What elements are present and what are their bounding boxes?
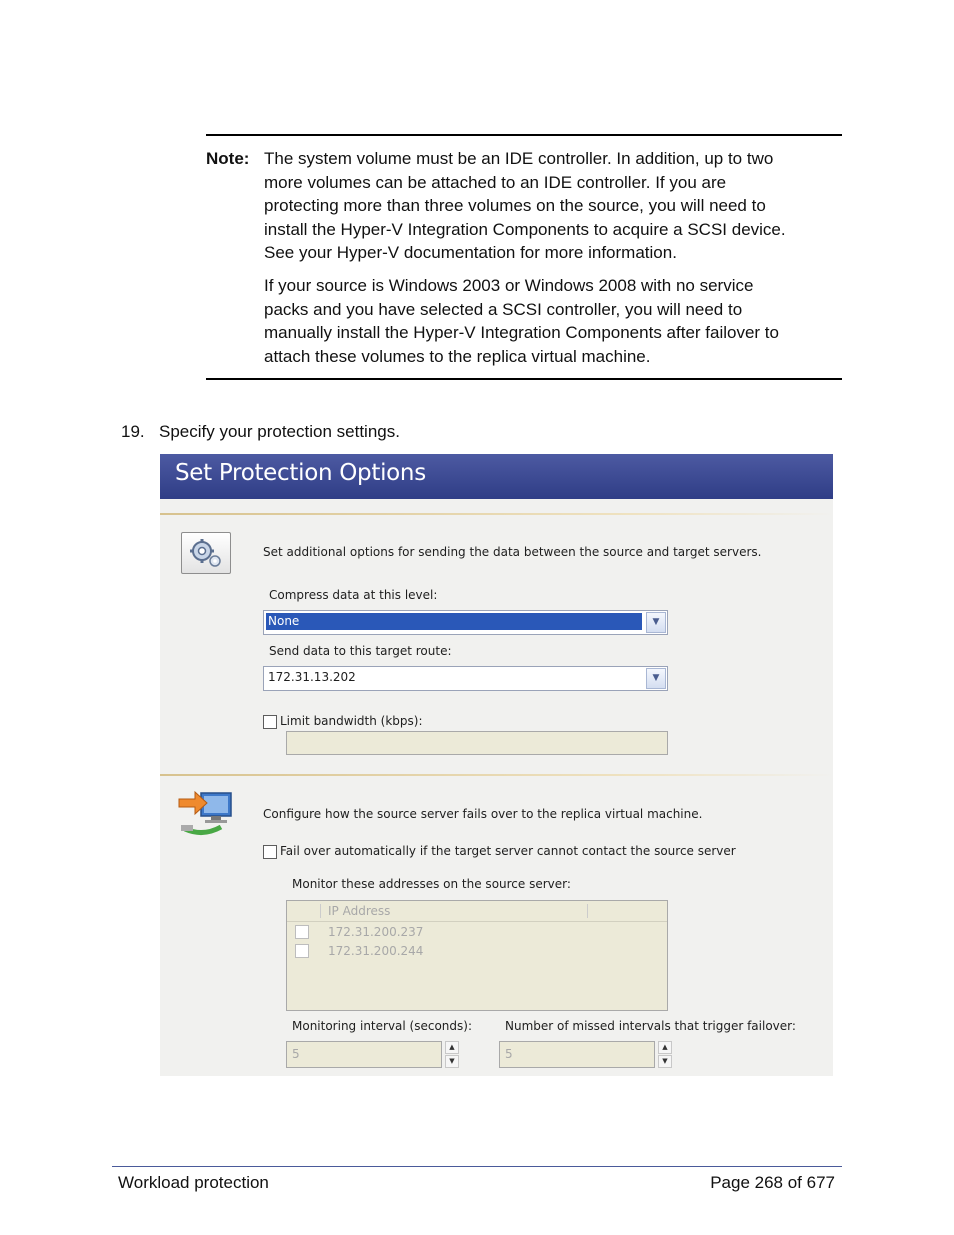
target-route-dropdown[interactable]	[263, 666, 668, 691]
footer-page-number: Page 268 of 677	[710, 1173, 835, 1192]
ip-address-column-header: IP Address	[328, 904, 391, 918]
note-line: The system volume must be an IDE controller. In addition, up to two	[264, 149, 774, 168]
dialog-header	[160, 454, 833, 499]
section-divider	[160, 774, 833, 776]
failover-network-icon	[177, 787, 237, 842]
missed-intervals-label: Number of missed intervals that trigger failover:	[505, 1019, 796, 1033]
limit-bandwidth-checkbox[interactable]	[263, 715, 277, 729]
note-top-rule	[206, 134, 842, 136]
address-value: 172.31.200.237	[328, 925, 424, 939]
protection-options-screenshot	[160, 454, 833, 1076]
column-divider	[587, 904, 588, 918]
monitoring-interval-value: 5	[292, 1047, 300, 1061]
dialog-title: Set Protection Options	[175, 460, 426, 486]
note-bottom-rule	[206, 378, 842, 380]
note-line: If your source is Windows 2003 or Windows 2008 with no service	[264, 276, 754, 295]
step-text: Specify your protection settings.	[159, 422, 400, 441]
failover-checkbox[interactable]	[263, 845, 277, 859]
list-item[interactable]	[287, 943, 667, 961]
stepper-down-icon[interactable]: ▼	[658, 1055, 672, 1068]
note-label: Note:	[206, 149, 250, 168]
section2-intro: Configure how the source server fails over to the replica virtual machine.	[263, 807, 703, 821]
list-header	[287, 901, 667, 922]
stepper-up-icon[interactable]: ▲	[658, 1041, 672, 1054]
missed-intervals-stepper[interactable]	[658, 1041, 670, 1065]
compress-level-dropdown[interactable]	[263, 610, 668, 635]
footer-section-title: Workload protection	[118, 1173, 269, 1192]
monitoring-interval-stepper[interactable]	[445, 1041, 457, 1065]
compress-label: Compress data at this level:	[269, 588, 438, 602]
note-line: more volumes can be attached to an IDE controller. If you are	[264, 172, 727, 192]
note-paragraph-1	[264, 147, 842, 265]
target-route-value: 172.31.13.202	[268, 670, 356, 684]
monitoring-interval-input[interactable]	[286, 1041, 442, 1068]
note-line: See your Hyper-V documentation for more information.	[264, 243, 677, 262]
column-divider	[320, 904, 321, 918]
monitoring-interval-label: Monitoring interval (seconds):	[292, 1019, 473, 1033]
chevron-down-icon[interactable]: ▼	[646, 612, 666, 633]
section-divider	[160, 513, 833, 515]
note-line: install the Hyper-V Integration Components to acquire a SCSI device.	[264, 219, 786, 239]
note-paragraph-2	[264, 274, 842, 368]
stepper-up-icon[interactable]: ▲	[445, 1041, 459, 1054]
address-checkbox[interactable]	[295, 925, 309, 939]
route-label: Send data to this target route:	[269, 644, 452, 658]
settings-gear-icon	[181, 532, 231, 574]
address-value: 172.31.200.244	[328, 944, 424, 958]
missed-intervals-value: 5	[505, 1047, 513, 1061]
step-number: 19.	[121, 422, 145, 441]
monitor-addresses-label: Monitor these addresses on the source server:	[292, 877, 571, 891]
note-line: manually install the Hyper-V Integration Components after failover to	[264, 323, 779, 342]
note-line: attach these volumes to the replica virtual machine.	[264, 346, 651, 366]
stepper-down-icon[interactable]: ▼	[445, 1055, 459, 1068]
bandwidth-field[interactable]	[286, 731, 668, 755]
limit-bandwidth-label: Limit bandwidth (kbps):	[280, 714, 423, 728]
compress-level-value: None	[266, 613, 642, 630]
ip-address-list[interactable]	[286, 900, 668, 1011]
note-line: packs and you have selected a SCSI controller, you will need to	[264, 299, 743, 319]
list-item[interactable]	[287, 924, 667, 942]
footer-rule	[112, 1166, 842, 1167]
address-checkbox[interactable]	[295, 944, 309, 958]
note-line: protecting more than three volumes on the source, you will need to	[264, 196, 766, 215]
failover-label: Fail over automatically if the target server cannot contact the source server	[280, 844, 736, 858]
missed-intervals-input[interactable]	[499, 1041, 655, 1068]
chevron-down-icon[interactable]: ▼	[646, 668, 666, 689]
section1-intro: Set additional options for sending the data between the source and target servers.	[263, 545, 762, 559]
